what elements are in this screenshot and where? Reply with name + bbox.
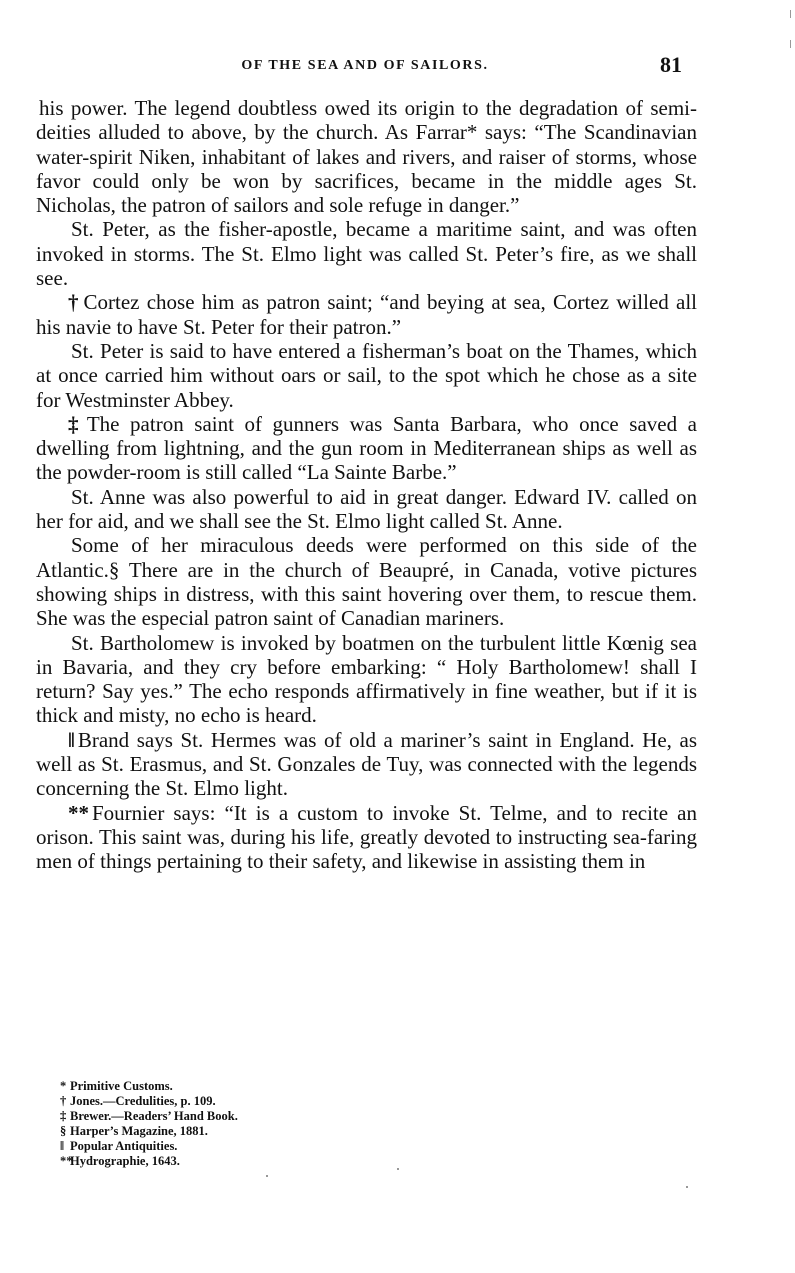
footnote-marker: ‖ xyxy=(60,1139,65,1153)
footnote xyxy=(60,1109,560,1124)
page-number: 81 xyxy=(660,52,682,77)
footnote-marker: ** xyxy=(60,1154,73,1168)
paragraph-text: Some of her miraculous deeds were performed on this side of the Atlantic.§ There are in the church of Beaupré, in Canada, votive pictures showing ships in distress, with this saint hovering over them, to rescue them. She was the especial patron saint of Canadian mariners. xyxy=(36,533,697,631)
body-text xyxy=(36,96,697,874)
paragraph xyxy=(36,339,697,412)
footnote xyxy=(60,1124,560,1139)
paragraph xyxy=(36,801,697,874)
paragraph-text: St. Anne was also powerful to aid in great danger. Edward IV. called on her for aid, and we shall see the St. Elmo light called St. Anne. xyxy=(36,484,697,534)
page-header xyxy=(0,52,795,82)
footnote-marker: ‖ xyxy=(68,727,75,752)
footnote-marker: ‡ xyxy=(68,411,84,436)
scan-speck xyxy=(266,1175,268,1177)
footnote-text: Popular Antiquities. xyxy=(70,1139,178,1153)
footnote xyxy=(60,1139,560,1154)
paragraph xyxy=(36,485,697,534)
footnote-text: Harper’s Magazine, 1881. xyxy=(70,1124,208,1138)
paragraph xyxy=(36,533,697,630)
paragraph-text: Cortez chose him as patron saint; “and beying at sea, Cortez willed all his navie to have St. Peter for their patron.” xyxy=(36,290,697,339)
footnote xyxy=(60,1154,560,1169)
footnote-text: Jones.—Credulities, p. 109. xyxy=(70,1094,216,1108)
running-title: OF THE SEA AND OF SAILORS. xyxy=(241,58,489,73)
paragraph-text: his power. The legend doubtless owed its origin to the degradation of semi-deities alluded to above, by the church. As Farrar* says: “The Scandinavian water-spirit Niken, inhabitant of lakes and rivers, and raiser of storms, whose favor could only be won by sacrifices, became in the middle ages St. Nicholas, the patron of sailors and sole refuge in danger.” xyxy=(36,96,697,218)
footnote-marker: * xyxy=(60,1079,67,1093)
paragraph-text: Brand says St. Hermes was of old a mariner’s saint in England. He, as well as St. Erasmus, and St. Gonzales de Tuy, was connected with the legends concerning the St. Elmo light. xyxy=(36,727,697,801)
footnote-text: Hydrographie, 1643. xyxy=(70,1154,180,1168)
footnote xyxy=(60,1079,560,1094)
scan-speck xyxy=(397,1168,399,1170)
footnotes xyxy=(60,1079,560,1169)
paragraph-text: The patron saint of gunners was Santa Barbara, who once saved a dwelling from lightning, and the gun room in Mediterranean ships as well as the powder-room is still called “La Sainte Barbe.” xyxy=(36,411,698,485)
paragraph xyxy=(36,412,697,485)
paragraph xyxy=(36,728,697,801)
footnote-marker: ** xyxy=(68,800,89,825)
paragraph xyxy=(36,631,697,728)
scan-edge-mark xyxy=(790,40,791,48)
paragraph xyxy=(36,290,697,339)
paragraph-text: St. Peter, as the fisher-apostle, became a maritime saint, and was often invoked in storms. The St. Elmo light was called St. Peter’s fire, as we shall see. xyxy=(36,217,697,291)
paragraph-text: St. Peter is said to have entered a fisherman’s boat on the Thames, which at once carried him without oars or sail, to the spot which he chose as a site for Westminster Abbey. xyxy=(36,338,697,412)
paragraph xyxy=(36,96,697,217)
scan-speck xyxy=(686,1186,688,1188)
paragraph-text: St. Bartholomew is invoked by boatmen on the turbulent little Kœnig sea in Bavaria, and they cry before embarking: “ Holy Bartholomew! shall I return? Say yes.” The echo responds affirmatively in fine weather, but if it is thick and misty, no echo is heard. xyxy=(36,630,697,728)
footnote-marker: † xyxy=(68,290,81,315)
footnote-text: Primitive Customs. xyxy=(70,1079,173,1093)
scan-edge-mark xyxy=(790,10,791,18)
footnote-marker: ‡ xyxy=(60,1109,67,1123)
footnote-text: Brewer.—Readers’ Hand Book. xyxy=(70,1109,238,1123)
paragraph xyxy=(36,217,697,290)
footnote-marker: † xyxy=(60,1094,67,1108)
footnote xyxy=(60,1094,560,1109)
footnote-marker: § xyxy=(60,1124,67,1138)
paragraph-text: Fournier says: “It is a custom to invoke St. Telme, and to recite an orison. This saint was, during his life, greatly devoted to instructing sea-faring men of things pertaining to their safety, and likewise in assisting them in xyxy=(36,800,697,874)
